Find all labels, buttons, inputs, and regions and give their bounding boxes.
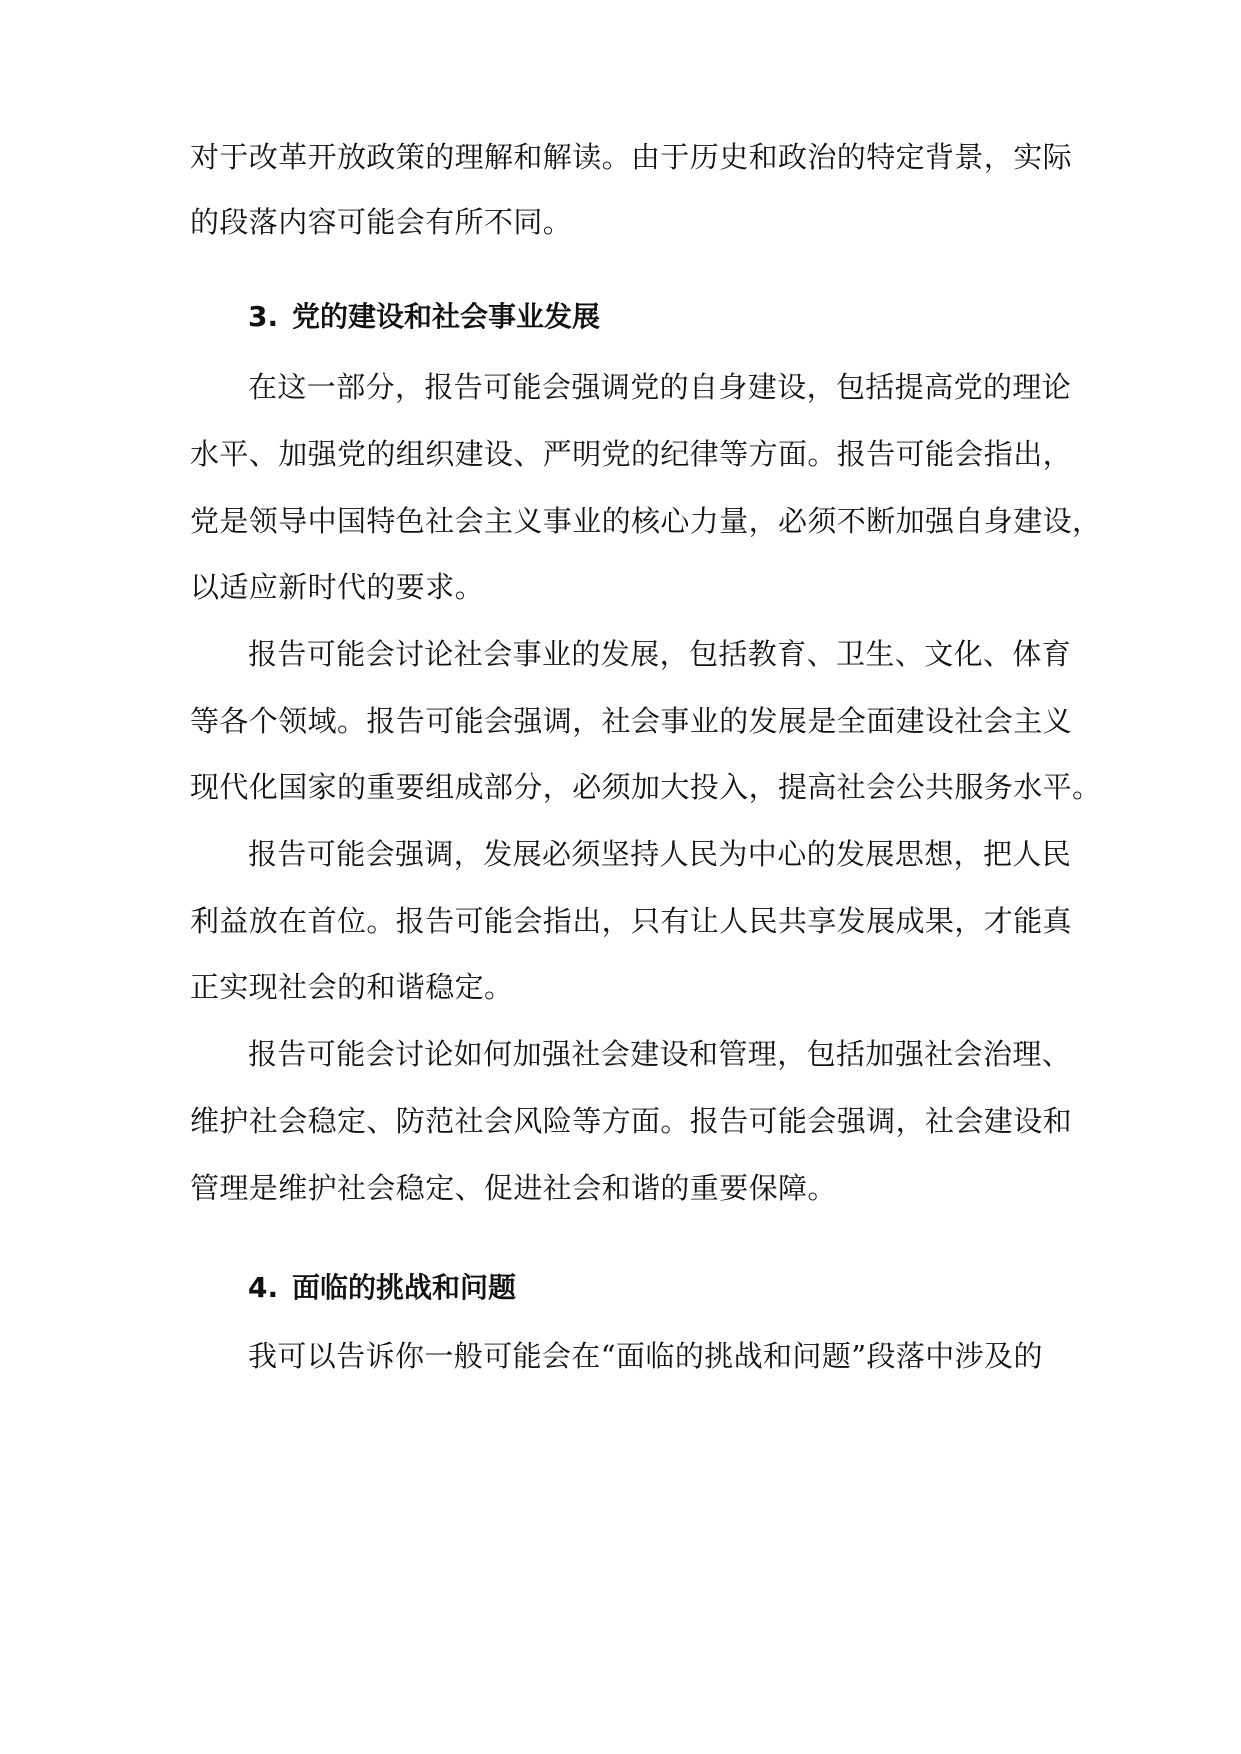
section-heading [248, 1268, 516, 1308]
section-heading [248, 297, 600, 337]
paragraph-line: 水平、加强党的组织建设、严明党的纪律等方面。报告可能会指出， [190, 437, 1073, 471]
paragraph-line: 正实现社会的和谐稳定。 [190, 970, 514, 1004]
paragraph-line: 我可以告诉你一般可能会在“面临的挑战和问题”段落中涉及的 [248, 1339, 1043, 1373]
section-number: 4. [248, 1271, 279, 1304]
paragraph-line: 维护社会稳定、防范社会风险等方面。报告可能会强调，社会建设和 [190, 1104, 1073, 1138]
paragraph-line: 现代化国家的重要组成部分，必须加大投入，提高社会公共服务水平。 [190, 770, 1102, 804]
paragraph-line: 对于改革开放政策的理解和解读。由于历史和政治的特定背景，实际 [190, 140, 1073, 174]
paragraph-line: 在这一部分，报告可能会强调党的自身建设，包括提高党的理论 [248, 370, 1072, 404]
paragraph-line: 报告可能会强调，发展必须坚持人民为中心的发展思想，把人民 [248, 837, 1072, 871]
paragraph-line: 报告可能会讨论如何加强社会建设和管理，包括加强社会治理、 [248, 1037, 1072, 1071]
section-number: 3. [248, 300, 279, 333]
paragraph-line: 报告可能会讨论社会事业的发展，包括教育、卫生、文化、体育 [248, 637, 1072, 671]
section-title: 面临的挑战和问题 [292, 1271, 517, 1304]
paragraph-line: 等各个领域。报告可能会强调，社会事业的发展是全面建设社会主义 [190, 704, 1073, 738]
paragraph-line: 利益放在首位。报告可能会指出，只有让人民共享发展成果，才能真 [190, 904, 1073, 938]
paragraph-line: 党是领导中国特色社会主义事业的核心力量，必须不断加强自身建设， [190, 504, 1102, 538]
paragraph-line: 的段落内容可能会有所不同。 [190, 205, 573, 239]
section-title: 党的建设和社会事业发展 [292, 300, 601, 333]
paragraph-line: 以适应新时代的要求。 [190, 570, 485, 604]
paragraph-line: 管理是维护社会稳定、促进社会和谐的重要保障。 [190, 1171, 837, 1205]
